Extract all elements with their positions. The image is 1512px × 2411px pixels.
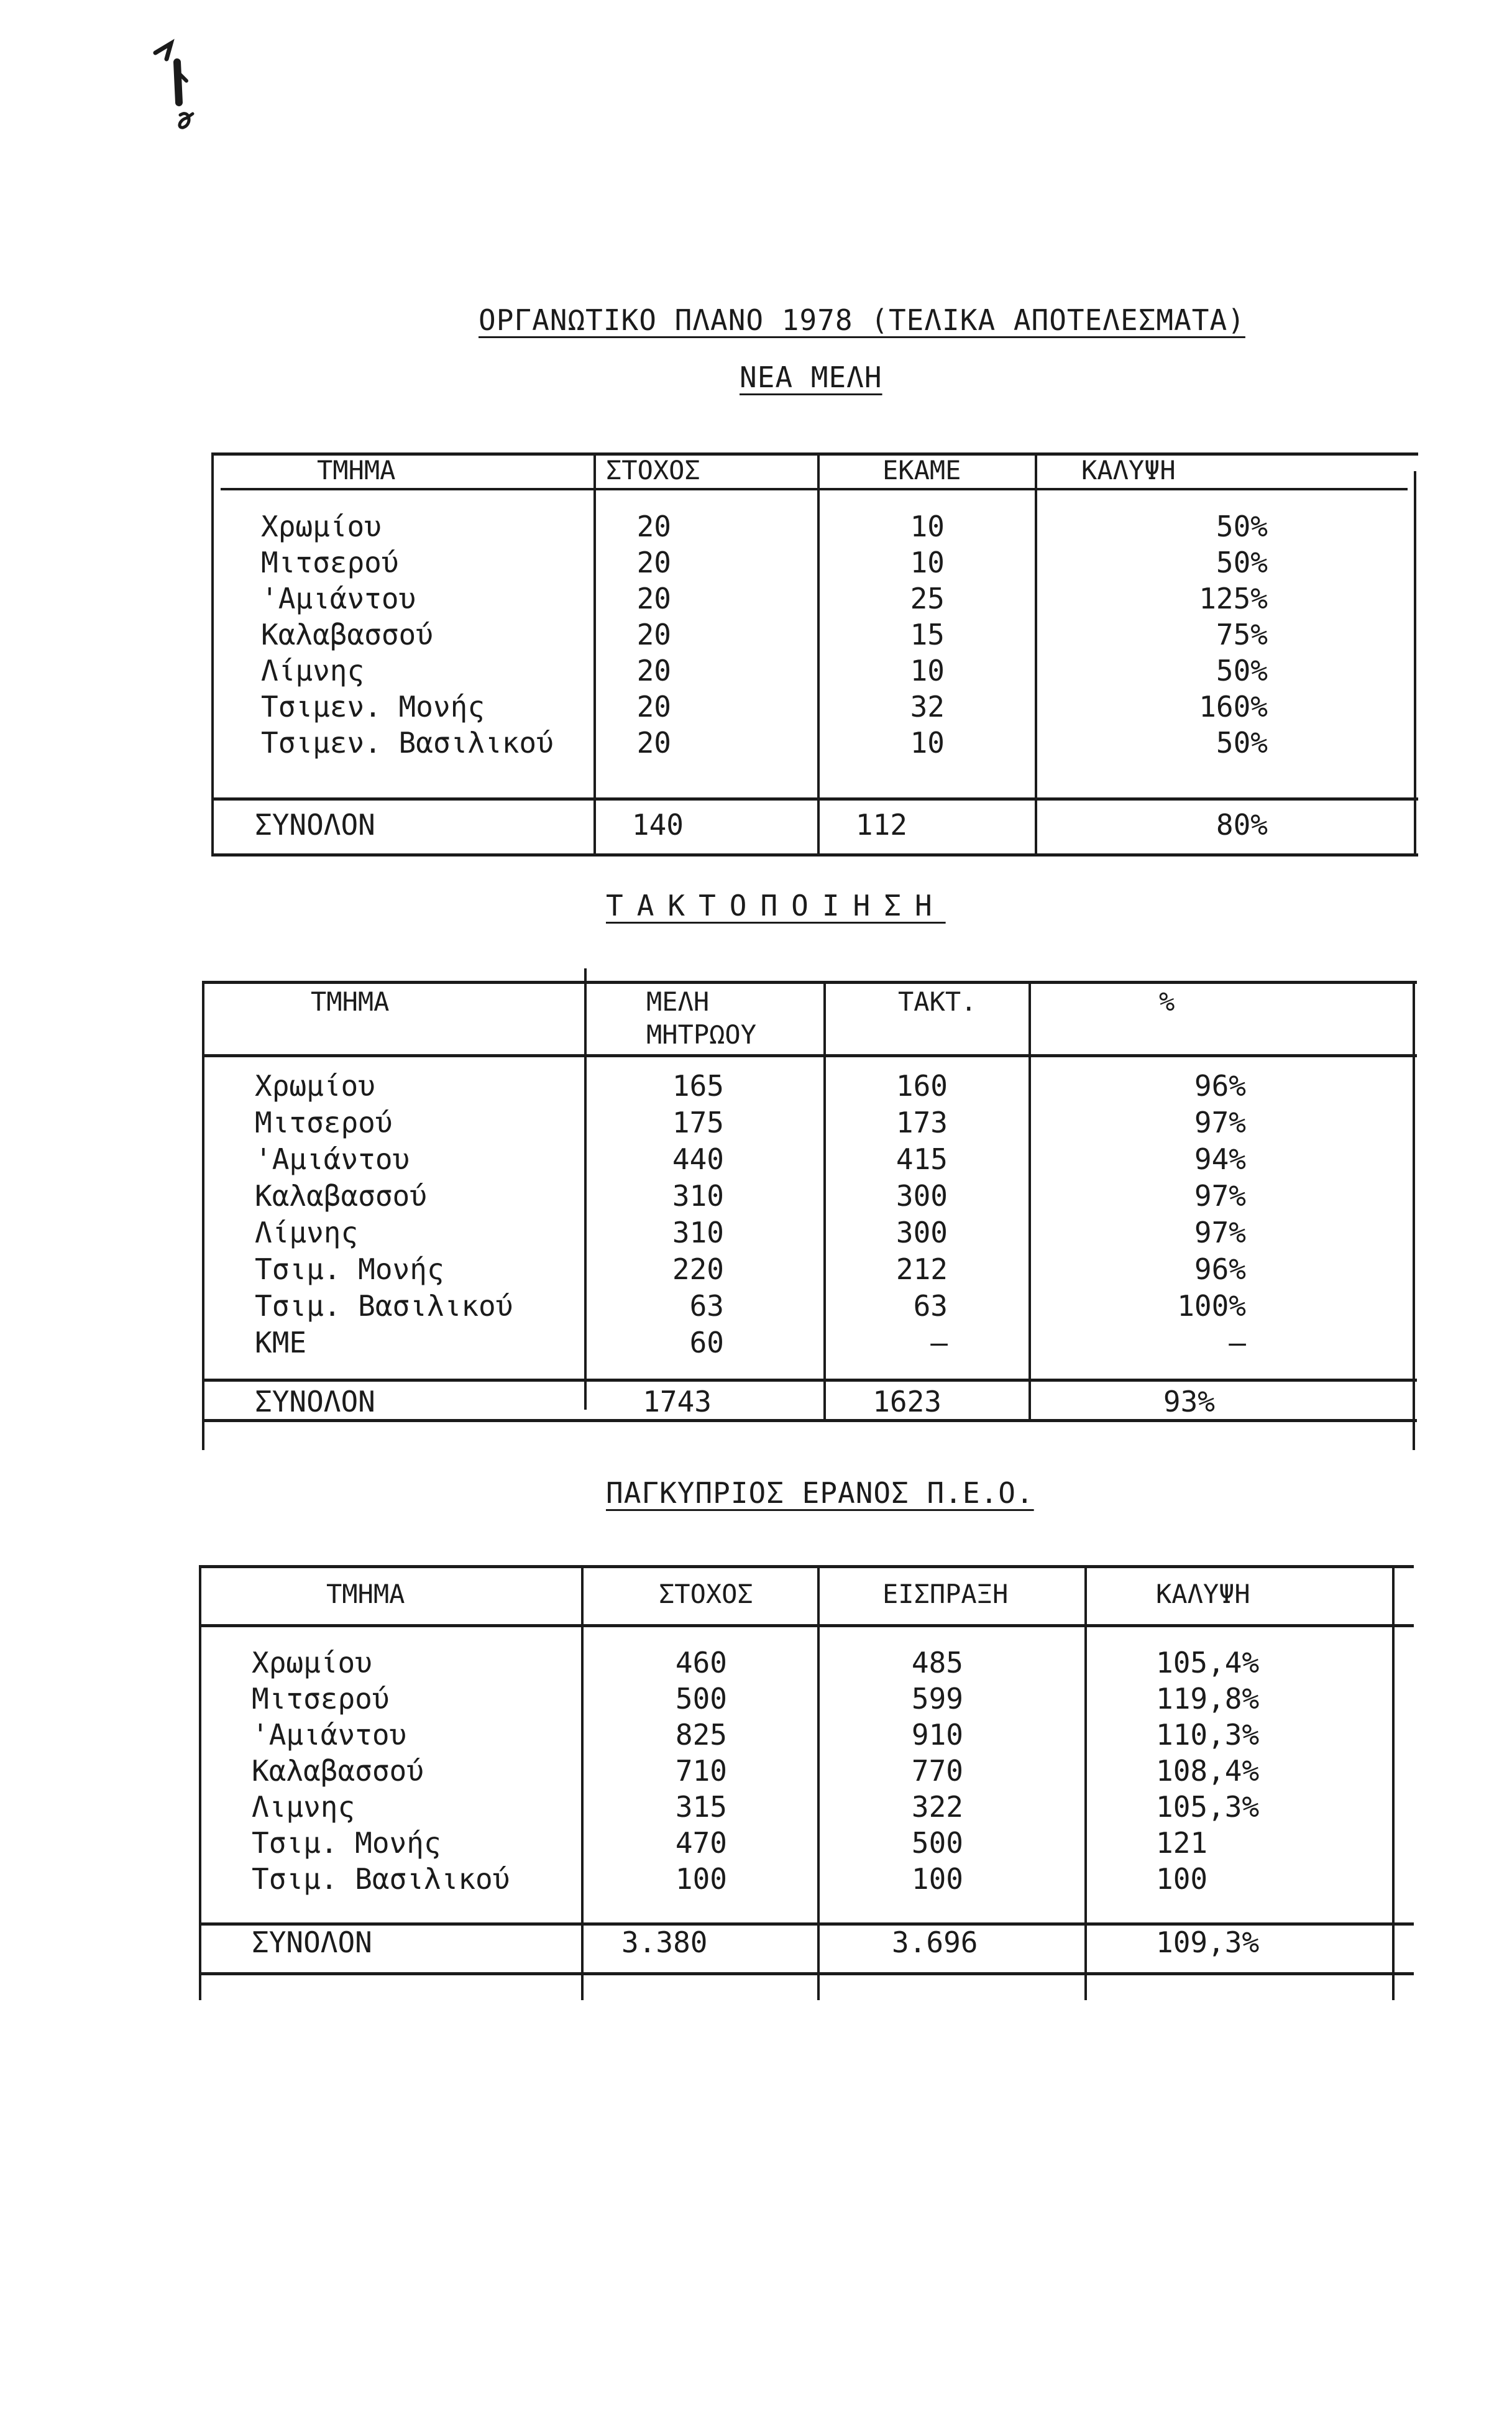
total-label: ΣΥΝΟΛΟΝ: [252, 1926, 372, 1959]
department-cell: Τσιμεν. Μονής: [261, 690, 485, 723]
total-percent: 93%: [1163, 1385, 1215, 1418]
total-target: 140: [631, 808, 684, 842]
registration-title: ΤΑΚΤΟΠΟΙΗΣΗ: [606, 889, 946, 922]
department-cell: Καλαβασσού: [252, 1754, 424, 1788]
department-cell: Χρωμίου: [252, 1646, 372, 1679]
column-divider: [817, 452, 820, 856]
percent-cell: 97%: [1194, 1106, 1246, 1139]
percent-cell: –: [1229, 1326, 1246, 1359]
target-cell: 825: [675, 1718, 727, 1752]
department-cell: 'Αμιάντου: [255, 1142, 410, 1176]
achieved-cell: 32: [910, 690, 945, 723]
total-members: 1743: [643, 1385, 712, 1418]
column-header-department: ΤΜΗΜΑ: [317, 455, 396, 485]
percent-cell: 97%: [1194, 1179, 1246, 1213]
department-cell: Τσιμ. Βασιλικού: [255, 1289, 513, 1323]
registered-cell: 415: [896, 1142, 948, 1176]
column-divider: [593, 452, 596, 856]
total-coverage: 109,3%: [1156, 1926, 1260, 1959]
department-cell: Τσιμ. Μονής: [252, 1826, 441, 1860]
registered-cell: 300: [896, 1179, 948, 1213]
table-border-top: [199, 1565, 1414, 1568]
achieved-cell: 10: [910, 546, 945, 579]
registered-cell: 212: [896, 1252, 948, 1286]
total-label: ΣΥΝΟΛΟΝ: [255, 808, 375, 842]
total-achieved: 112: [855, 808, 907, 842]
collection-cell: 910: [911, 1718, 963, 1752]
target-cell: 710: [675, 1754, 727, 1788]
members-cell: 175: [672, 1106, 724, 1139]
collection-cell: 500: [911, 1826, 963, 1860]
percent-cell: 100%: [1177, 1289, 1246, 1323]
column-divider: [584, 968, 587, 1410]
target-cell: 20: [636, 726, 671, 760]
members-cell: 220: [672, 1252, 724, 1286]
registered-cell: 160: [896, 1069, 948, 1103]
department-cell: 'Αμιάντου: [252, 1718, 407, 1752]
column-header-achieved: ΕΚΑΜΕ: [882, 455, 961, 485]
collection-cell: 485: [911, 1646, 963, 1679]
coverage-cell: 105,4%: [1156, 1646, 1260, 1679]
coverage-cell: 50%: [1216, 726, 1268, 760]
collection-cell: 599: [911, 1682, 963, 1715]
coverage-cell: 125%: [1199, 582, 1268, 615]
column-header-percent: %: [1159, 986, 1175, 1017]
department-cell: Χρωμίου: [255, 1069, 375, 1103]
table-border-right: [1392, 1565, 1395, 2000]
members-cell: 440: [672, 1142, 724, 1176]
target-cell: 20: [636, 618, 671, 651]
column-divider: [1084, 1565, 1087, 2000]
department-cell: ΚΜΕ: [255, 1326, 307, 1359]
members-cell: 63: [689, 1289, 724, 1323]
target-cell: 20: [636, 654, 671, 687]
department-cell: Λίμνης: [255, 1216, 359, 1249]
header-rule: [202, 1054, 1417, 1057]
target-cell: 315: [675, 1790, 727, 1824]
target-cell: 100: [675, 1862, 727, 1896]
registered-cell: 173: [896, 1106, 948, 1139]
total-rule: [202, 1379, 1417, 1382]
handwritten-mark: [143, 34, 205, 134]
coverage-cell: 50%: [1216, 546, 1268, 579]
coverage-cell: 121: [1156, 1826, 1208, 1860]
total-coverage: 80%: [1216, 808, 1268, 842]
total-registered: 1623: [873, 1385, 942, 1418]
department-cell: Μιτσερού: [255, 1106, 393, 1139]
department-cell: Λίμνης: [261, 654, 365, 687]
total-rule: [211, 797, 1418, 801]
achieved-cell: 10: [910, 510, 945, 543]
department-cell: Τσιμεν. Βασιλικού: [261, 726, 554, 760]
total-target: 3.380: [621, 1926, 708, 1959]
column-divider: [1029, 981, 1031, 1422]
department-cell: Τσιμ. Μονής: [255, 1252, 444, 1286]
percent-cell: 96%: [1194, 1252, 1246, 1286]
column-header-department: ΤΜΗΜΑ: [326, 1579, 405, 1609]
collection-cell: 322: [911, 1790, 963, 1824]
registration-table: [202, 981, 1417, 1450]
column-header-coverage: ΚΑΛΥΨΗ: [1156, 1579, 1250, 1609]
collection-cell: 770: [911, 1754, 963, 1788]
table-border-bottom: [199, 1972, 1414, 1975]
column-header-members: ΜΕΛΗ: [646, 986, 710, 1017]
coverage-cell: 75%: [1216, 618, 1268, 651]
column-divider: [817, 1565, 820, 2000]
target-cell: 20: [636, 546, 671, 579]
coverage-cell: 110,3%: [1156, 1718, 1260, 1752]
total-collection: 3.696: [892, 1926, 978, 1959]
table-border-bottom: [202, 1419, 1417, 1422]
registered-cell: 300: [896, 1216, 948, 1249]
target-cell: 20: [636, 690, 671, 723]
department-cell: Λιμνης: [252, 1790, 355, 1824]
achieved-cell: 10: [910, 654, 945, 687]
target-cell: 470: [675, 1826, 727, 1860]
department-cell: Μιτσερού: [261, 546, 399, 579]
column-header-collection: ΕΙΣΠΡΑΞΗ: [882, 1579, 1009, 1609]
members-cell: 310: [672, 1179, 724, 1213]
target-cell: 20: [636, 582, 671, 615]
column-header-coverage: ΚΑΛΥΨΗ: [1081, 455, 1176, 485]
column-divider: [1035, 452, 1037, 856]
column-header-target: ΣΤΟΧΟΣ: [606, 455, 700, 485]
coverage-cell: 160%: [1199, 690, 1268, 723]
percent-cell: 97%: [1194, 1216, 1246, 1249]
header-rule: [221, 488, 1408, 490]
coverage-cell: 119,8%: [1156, 1682, 1260, 1715]
document-subtitle: ΝΕΑ ΜΕΛΗ: [740, 361, 882, 394]
new-members-table: [211, 452, 1418, 856]
achieved-cell: 10: [910, 726, 945, 760]
column-header-target: ΣΤΟΧΟΣ: [659, 1579, 753, 1609]
header-rule: [199, 1624, 1414, 1627]
table-border-left: [211, 452, 214, 856]
department-cell: 'Αμιάντου: [261, 582, 416, 615]
members-cell: 60: [689, 1326, 724, 1359]
table-border-left: [199, 1565, 201, 2000]
document-title: ΟΡΓΑΝΩΤΙΚΟ ΠΛΑΝΟ 1978 (ΤΕΛΙΚΑ ΑΠΟΤΕΛΕΣΜΑΤΑ): [479, 303, 1245, 337]
registered-cell: –: [930, 1326, 948, 1359]
target-cell: 460: [675, 1646, 727, 1679]
column-header-registered: ΤΑΚΤ.: [898, 986, 977, 1017]
achieved-cell: 15: [910, 618, 945, 651]
percent-cell: 96%: [1194, 1069, 1246, 1103]
collection-cell: 100: [911, 1862, 963, 1896]
achieved-cell: 25: [910, 582, 945, 615]
target-cell: 20: [636, 510, 671, 543]
coverage-cell: 100: [1156, 1862, 1208, 1896]
coverage-cell: 50%: [1216, 510, 1268, 543]
column-header-department: ΤΜΗΜΑ: [311, 986, 390, 1017]
fundraising-table: [199, 1565, 1414, 2000]
target-cell: 500: [675, 1682, 727, 1715]
members-cell: 165: [672, 1069, 724, 1103]
fundraising-title: ΠΑΓΚΥΠΡΙΟΣ ΕΡΑΝΟΣ Π.Ε.Ο.: [606, 1476, 1034, 1510]
coverage-cell: 105,3%: [1156, 1790, 1260, 1824]
department-cell: Μιτσερού: [252, 1682, 390, 1715]
coverage-cell: 108,4%: [1156, 1754, 1260, 1788]
members-cell: 310: [672, 1216, 724, 1249]
table-border-bottom: [211, 853, 1418, 856]
column-divider: [581, 1565, 584, 2000]
department-cell: Τσιμ. Βασιλικού: [252, 1862, 510, 1896]
column-divider: [823, 981, 826, 1422]
percent-cell: 94%: [1194, 1142, 1246, 1176]
total-label: ΣΥΝΟΛΟΝ: [255, 1385, 375, 1418]
registered-cell: 63: [913, 1289, 948, 1323]
column-header-register: ΜΗΤΡΩΟΥ: [646, 1019, 757, 1050]
coverage-cell: 50%: [1216, 654, 1268, 687]
department-cell: Καλαβασσού: [255, 1179, 427, 1213]
department-cell: Χρωμίου: [261, 510, 382, 543]
department-cell: Καλαβασσού: [261, 618, 433, 651]
